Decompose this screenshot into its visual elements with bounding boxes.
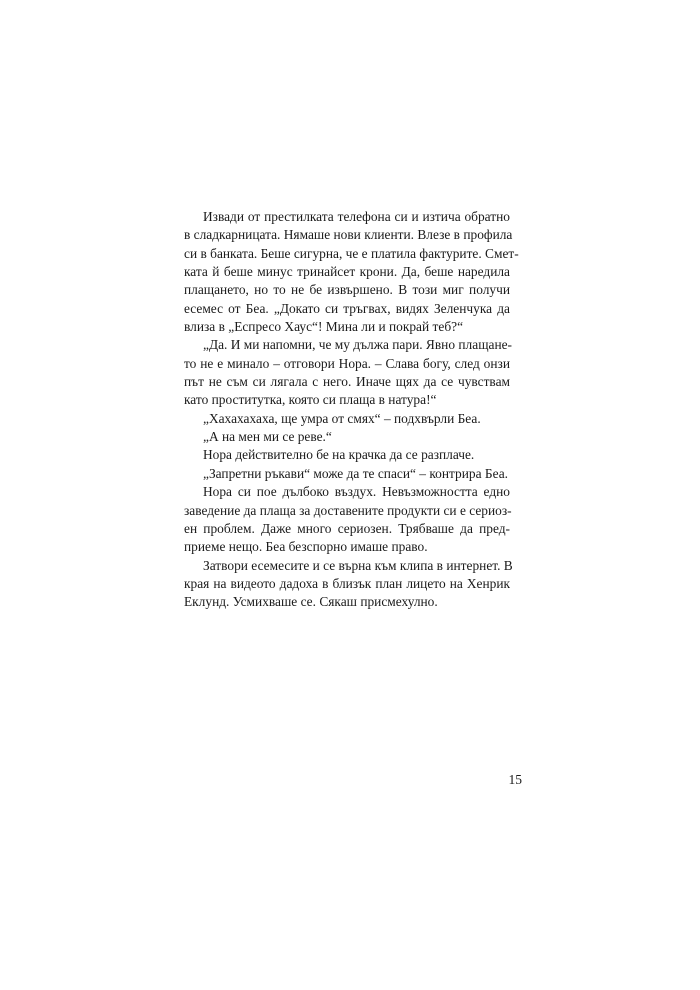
text-line: като проститутка, която си плаща в натура!“ (184, 392, 437, 408)
text-line: то не е минало – отговори Нора. – Слава богу, след онзи (184, 355, 510, 371)
text-line: влиза в „Еспресо Хаус“! Мина ли и покрай теб?“ (184, 319, 464, 335)
text-line: си в банката. Беше сигурна, че е платила фактурите. Смет- (184, 245, 519, 261)
text-line: Нора действително бе на крачка да се разплаче. (203, 447, 475, 463)
text-line: Еклунд. Усмихваше се. Сякаш присмехулно. (184, 594, 438, 610)
text-line: „А на мен ми се реве.“ (203, 429, 332, 445)
body-text (184, 208, 519, 612)
text-line: заведение да плаща за доставените продукти си е сериоз- (184, 502, 512, 518)
text-line: Затвори есемесите и се върна към клипа в интернет. В (203, 557, 513, 573)
text-line: в сладкарницата. Нямаше нови клиенти. Влезе в профила (184, 227, 513, 243)
text-line: Нора си пое дълбоко въздух. Невъзможността едно (203, 484, 510, 500)
page-number: 15 (508, 772, 522, 787)
text-line: път не съм си лягала с него. Иначе щях да се чувствам (184, 374, 510, 390)
text-line: ката й беше минус тринайсет крони. Да, беше наредила (184, 264, 510, 280)
text-line: есемес от Беа. „Докато си тръгвах, видях Зеленчука да (184, 300, 510, 316)
text-line: „Запретни ръкави“ може да те спаси“ – контрира Беа. (203, 465, 508, 481)
text-line: „Хахахахаха, ще умра от смях“ – подхвърли Беа. (203, 410, 481, 426)
text-line: края на видеото дадоха в близък план лицето на Хенрик (184, 575, 510, 591)
text-line: Извади от престилката телефона си и изтича обратно (203, 209, 510, 224)
text-line: приеме нещо. Беа безспорно имаше право. (184, 539, 428, 555)
text-line: плащането, но то не бе извършено. В този миг получи (184, 282, 510, 298)
text-line: „Да. И ми напомни, че му дължа пари. Явно плащане- (203, 337, 513, 353)
text-line: ен проблем. Даже много сериозен. Трябваше да пред- (184, 520, 510, 536)
